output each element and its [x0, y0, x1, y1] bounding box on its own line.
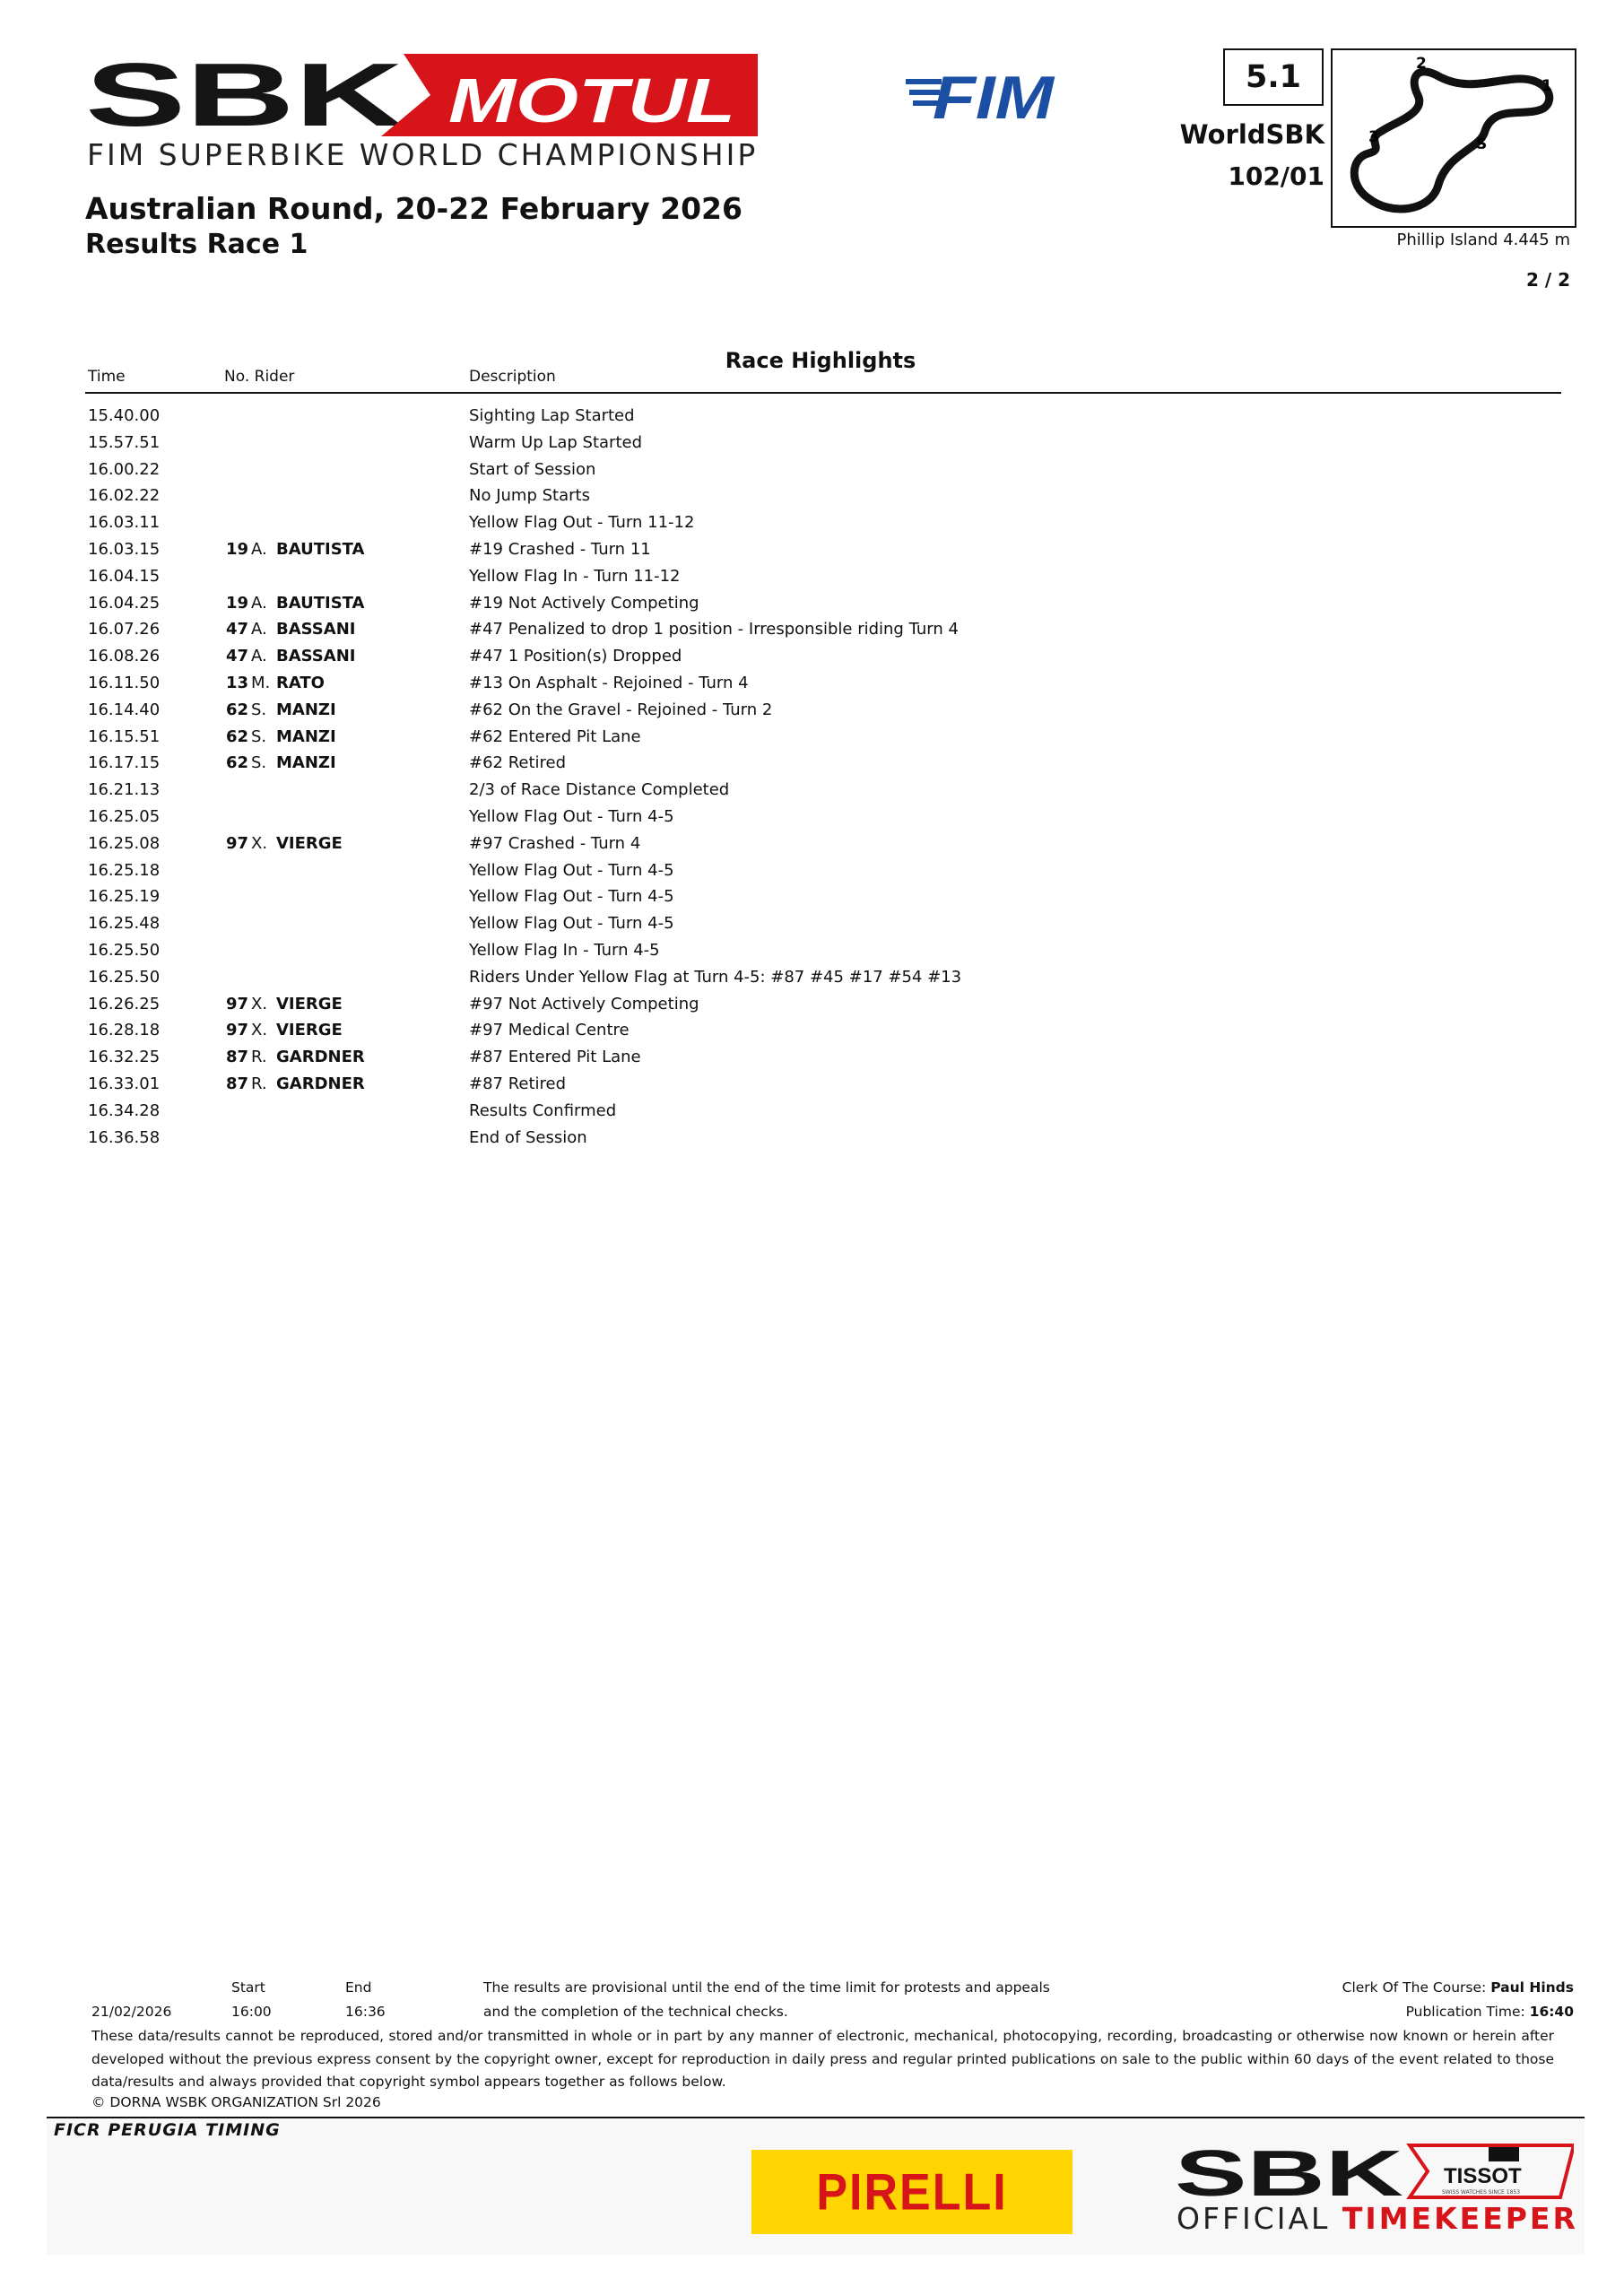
rider-initial: X.	[251, 994, 268, 1013]
rider-initial: M.	[251, 673, 271, 692]
end-time: 16:36	[345, 2004, 386, 2020]
time-cell: 16.25.50	[88, 967, 161, 987]
provisional-notice: The results are provisional until the end of the time limit for protests and appeals	[483, 1979, 1050, 1996]
fim-logo	[906, 63, 1058, 126]
timekeeper-word: TIMEKEEPER	[1342, 2201, 1578, 2236]
turn-1-label: 1	[1541, 77, 1552, 95]
rider-number: 62	[226, 753, 249, 773]
ficr-logo: FICR PERUGIA TIMING	[54, 2120, 281, 2140]
rider-initial: S.	[251, 700, 267, 719]
rider-number: 97	[226, 833, 249, 853]
time-cell: 16.00.22	[88, 459, 161, 479]
rider-number: 47	[226, 620, 249, 639]
rider-name: VIERGE	[276, 994, 343, 1013]
pirelli-logo	[751, 2150, 1073, 2234]
description-cell: #87 Retired	[469, 1074, 567, 1093]
table-row	[85, 724, 1561, 751]
rider-initial: S.	[251, 726, 267, 746]
table-row	[85, 1098, 1561, 1125]
description-cell: #19 Crashed - Turn 11	[469, 539, 651, 559]
table-row	[85, 483, 1561, 509]
time-cell: 16.25.18	[88, 860, 161, 880]
table-row	[85, 910, 1561, 937]
track-map-icon	[1333, 50, 1575, 226]
rider-name: VIERGE	[276, 1021, 343, 1040]
time-cell: 16.25.19	[88, 887, 161, 907]
time-cell: 16.25.08	[88, 833, 161, 853]
series-name: WorldSBK	[1179, 119, 1324, 150]
time-cell: 16.33.01	[88, 1074, 161, 1093]
time-cell: 16.11.50	[88, 673, 161, 692]
time-cell: 16.26.25	[88, 994, 161, 1013]
rider-name: VIERGE	[276, 833, 343, 853]
time-cell: 16.02.22	[88, 486, 161, 506]
clerk-of-course	[1342, 1979, 1574, 1996]
time-cell: 16.15.51	[88, 726, 161, 746]
copyright-notice: © DORNA WSBK ORGANIZATION Srl 2026	[91, 2094, 381, 2110]
rider-name: GARDNER	[276, 1048, 365, 1067]
time-cell: 16.04.15	[88, 566, 161, 586]
rider-number: 19	[226, 539, 249, 559]
rider-number: 47	[226, 647, 249, 666]
description-cell: #19 Not Actively Competing	[469, 593, 699, 613]
start-time: 16:00	[231, 2004, 272, 2020]
table-row	[85, 590, 1561, 617]
description-cell: #62 Retired	[469, 753, 567, 773]
session-date: 21/02/2026	[91, 2004, 172, 2020]
time-cell: 16.07.26	[88, 620, 161, 639]
turn-3-label: 3	[1368, 128, 1379, 146]
rider-number: 62	[226, 700, 249, 719]
rider-number: 87	[226, 1048, 249, 1067]
table-row	[85, 536, 1561, 563]
official-timekeeper	[1177, 2201, 1578, 2236]
time-cell: 16.25.05	[88, 806, 161, 826]
document-number: 102/01	[1228, 161, 1324, 191]
start-label: Start	[231, 1979, 265, 1996]
description-cell: #62 On the Gravel - Rejoined - Turn 2	[469, 700, 773, 719]
turn-2-label: 2	[1416, 55, 1427, 73]
table-row	[85, 403, 1561, 430]
event-title: Australian Round, 20-22 February 2026	[85, 191, 743, 226]
rider-number: 62	[226, 726, 249, 746]
time-cell: 16.36.58	[88, 1127, 161, 1147]
time-cell: 16.25.48	[88, 914, 161, 934]
description-cell: #87 Entered Pit Lane	[469, 1048, 641, 1067]
header-divider	[85, 392, 1561, 394]
pirelli-text: PIRELLI	[816, 2164, 1008, 2222]
rider-name: BASSANI	[276, 647, 356, 666]
table-row	[85, 777, 1561, 804]
time-cell: 16.25.50	[88, 940, 161, 960]
rider-initial: A.	[251, 647, 267, 666]
track-map	[1331, 48, 1576, 228]
sbk-logo-small: SBK	[1175, 2142, 1404, 2201]
rider-number: 97	[226, 994, 249, 1013]
clerk-name: Paul Hinds	[1490, 1979, 1574, 1996]
rider-name: BAUTISTA	[276, 539, 365, 559]
time-cell: 16.03.11	[88, 513, 161, 533]
table-row	[85, 964, 1561, 991]
time-cell: 15.40.00	[88, 406, 161, 425]
description-cell: 2/3 of Race Distance Completed	[469, 780, 730, 800]
time-cell: 15.57.51	[88, 432, 161, 452]
table-row	[85, 430, 1561, 457]
time-cell: 16.34.28	[88, 1100, 161, 1120]
time-cell: 16.04.25	[88, 593, 161, 613]
description-cell: #97 Not Actively Competing	[469, 994, 699, 1013]
description-cell: #97 Crashed - Turn 4	[469, 833, 641, 853]
sbk-motul-logo	[85, 54, 758, 136]
description-cell: Yellow Flag Out - Turn 4-5	[469, 914, 674, 934]
svg-text:FIM: FIM	[933, 64, 1055, 126]
description-cell: #47 Penalized to drop 1 position - Irresponsible riding Turn 4	[469, 620, 959, 639]
description-cell: End of Session	[469, 1127, 587, 1147]
rider-name: MANZI	[276, 726, 336, 746]
rider-number: 19	[226, 593, 249, 613]
col-header-rider: No. Rider	[224, 368, 295, 386]
table-row	[85, 509, 1561, 536]
rider-initial: A.	[251, 539, 267, 559]
pub-label: Publication Time:	[1405, 2004, 1525, 2020]
rider-initial: R.	[251, 1074, 267, 1093]
description-cell: #97 Medical Centre	[469, 1021, 630, 1040]
time-cell: 16.21.13	[88, 780, 161, 800]
table-row	[85, 857, 1561, 884]
timekeeper-official: OFFICIAL	[1177, 2201, 1342, 2236]
col-header-time: Time	[88, 368, 126, 386]
table-row	[85, 750, 1561, 777]
description-cell: Yellow Flag Out - Turn 4-5	[469, 887, 674, 907]
description-cell: Results Confirmed	[469, 1100, 617, 1120]
rider-initial: R.	[251, 1048, 267, 1067]
rider-name: MANZI	[276, 753, 336, 773]
table-row	[85, 563, 1561, 590]
page-number: 2 / 2	[1525, 269, 1570, 291]
pub-time: 16:40	[1529, 2004, 1574, 2020]
table-row	[85, 616, 1561, 643]
tissot-text: TISSOT	[1444, 2164, 1522, 2188]
description-cell: #47 1 Position(s) Dropped	[469, 647, 682, 666]
rider-initial: A.	[251, 593, 267, 613]
table-row	[85, 991, 1561, 1018]
rider-name: GARDNER	[276, 1074, 365, 1093]
rider-number: 87	[226, 1074, 249, 1093]
description-cell: Sighting Lap Started	[469, 406, 635, 425]
time-cell: 16.32.25	[88, 1048, 161, 1067]
rider-initial: X.	[251, 1021, 268, 1040]
description-cell: Yellow Flag Out - Turn 11-12	[469, 513, 695, 533]
section-title: Race Highlights	[725, 348, 916, 373]
rider-number: 97	[226, 1021, 249, 1040]
time-cell: 16.03.15	[88, 539, 161, 559]
table-row	[85, 670, 1561, 697]
description-cell: Yellow Flag In - Turn 11-12	[469, 566, 681, 586]
description-cell: Yellow Flag In - Turn 4-5	[469, 940, 660, 960]
highlights-table	[85, 403, 1561, 1151]
table-row	[85, 1125, 1561, 1152]
document-code: 5.1	[1223, 48, 1324, 106]
rider-name: BASSANI	[276, 620, 356, 639]
rider-name: BAUTISTA	[276, 593, 365, 613]
table-row	[85, 1044, 1561, 1071]
track-caption: Phillip Island 4.445 m	[1396, 230, 1570, 249]
description-cell: #62 Entered Pit Lane	[469, 726, 641, 746]
technical-checks-notice: and the completion of the technical checks.	[483, 2004, 788, 2020]
table-row	[85, 1017, 1561, 1044]
time-cell: 16.17.15	[88, 753, 161, 773]
time-cell: 16.28.18	[88, 1021, 161, 1040]
description-cell: Yellow Flag Out - Turn 4-5	[469, 860, 674, 880]
description-cell: #13 On Asphalt - Rejoined - Turn 4	[469, 673, 749, 692]
rider-initial: A.	[251, 620, 267, 639]
rider-initial: X.	[251, 833, 268, 853]
time-cell: 16.14.40	[88, 700, 161, 719]
rider-name: MANZI	[276, 700, 336, 719]
table-row	[85, 697, 1561, 724]
footer-divider	[47, 2117, 1585, 2118]
rider-number: 13	[226, 673, 249, 692]
description-cell: Yellow Flag Out - Turn 4-5	[469, 806, 674, 826]
table-row	[85, 937, 1561, 964]
description-cell: No Jump Starts	[469, 486, 590, 506]
sbk-tissot-logo	[1175, 2142, 1574, 2201]
time-cell: 16.08.26	[88, 647, 161, 666]
start-label: S	[1476, 135, 1488, 153]
motul-text: MOTUL	[448, 65, 735, 135]
table-row	[85, 643, 1561, 670]
table-row	[85, 457, 1561, 483]
description-cell: Warm Up Lap Started	[469, 432, 643, 452]
table-row	[85, 804, 1561, 831]
clerk-label: Clerk Of The Course:	[1342, 1979, 1487, 1996]
table-row	[85, 883, 1561, 910]
rider-name: RATO	[276, 673, 325, 692]
publication-time	[1406, 2004, 1574, 2020]
end-label: End	[345, 1979, 372, 1996]
col-header-description: Description	[469, 368, 556, 386]
rider-initial: S.	[251, 753, 267, 773]
table-row	[85, 1071, 1561, 1098]
table-row	[85, 831, 1561, 857]
description-cell: Start of Session	[469, 459, 596, 479]
copyright-disclaimer: These data/results cannot be reproduced, stored and/or transmitted in whole or in part by any manner of electronic, mechanical, photocopying, recording, broadcasting or otherwise now known or herein after developed without the previous express consent by the copyright owner, except for reproduction in daily press and regular printed publications on sale to the public within 60 days of the event related to those data/results and always provided that copyright symbol appears together as follows below.	[91, 2028, 1554, 2090]
results-title: Results Race 1	[85, 229, 308, 260]
description-cell: Riders Under Yellow Flag at Turn 4-5: #87 #45 #17 #54 #13	[469, 967, 962, 987]
championship-subtitle: FIM SUPERBIKE WORLD CHAMPIONSHIP	[87, 137, 759, 172]
tissot-sub: SWISS WATCHES SINCE 1853	[1442, 2189, 1521, 2196]
sbk-logo-text: SBK	[85, 54, 404, 136]
